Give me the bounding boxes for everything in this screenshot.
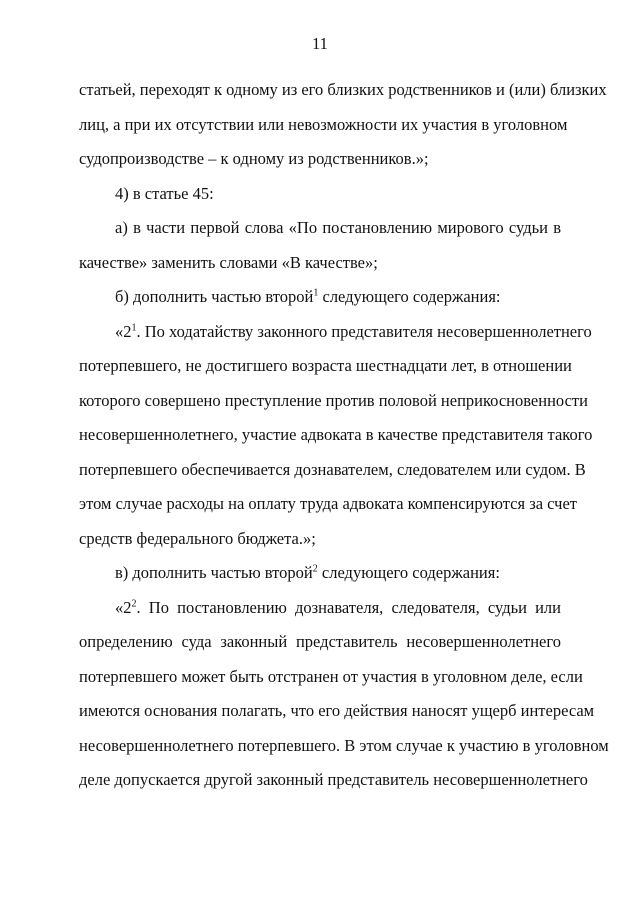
superscript: 1 <box>131 322 137 334</box>
superscript: 1 <box>313 287 319 299</box>
text-line: а) в части первой слова «По постановлению мирового судьи в <box>115 218 561 237</box>
text-line: деле допускается другой законный представитель несовершеннолетнего <box>79 770 588 789</box>
superscript: 2 <box>131 598 137 610</box>
superscript: 2 <box>312 563 318 575</box>
text-line: несовершеннолетнего, участие адвоката в качестве представителя такого <box>79 425 593 444</box>
text-line: потерпевшего обеспечивается дознавателем, следователем или судом. В <box>79 460 586 479</box>
text-line: имеются основания полагать, что его действия наносят ущерб интересам <box>79 701 595 720</box>
text-segment: . По постановлению дознавателя, следователя, судьи или <box>136 598 561 617</box>
text-line: судопроизводстве – к одному из родственников.»; <box>79 149 429 168</box>
text-segment: «2 <box>115 322 132 341</box>
text-line: качестве» заменить словами «В качестве»; <box>79 253 378 272</box>
text-line: определению суда законный представитель несовершеннолетнего <box>79 632 561 651</box>
text-line <box>115 563 561 583</box>
text-line: 4) в статье 45: <box>115 184 214 203</box>
text-line: которого совершено преступление против половой неприкосновенности <box>79 391 588 410</box>
text-segment: следующего содержания: <box>317 563 500 582</box>
text-line: потерпевшего может быть отстранен от участия в уголовном деле, если <box>79 667 583 686</box>
text-line <box>115 598 561 618</box>
text-segment: . По ходатайству законного представителя несовершеннолетнего <box>136 322 592 341</box>
text-segment: б) дополнить частью второй <box>115 287 314 306</box>
page-number: 11 <box>312 34 328 53</box>
text-line: лиц, а при их отсутствии или невозможности их участия в уголовном <box>79 115 568 134</box>
text-line: статьей, переходят к одному из его близких родственников и (или) близких <box>79 80 607 99</box>
text-segment: следующего содержания: <box>318 287 501 306</box>
text-segment: в) дополнить частью второй <box>115 563 313 582</box>
text-line: этом случае расходы на оплату труда адвоката компенсируются за счет <box>79 494 577 513</box>
text-line: несовершеннолетнего потерпевшего. В этом случае к участию в уголовном <box>79 736 609 755</box>
text-segment: «2 <box>115 598 132 617</box>
text-line <box>115 322 592 342</box>
text-line: потерпевшего, не достигшего возраста шестнадцати лет, в отношении <box>79 356 572 375</box>
text-line: средств федерального бюджета.»; <box>79 529 316 548</box>
text-line <box>115 287 561 307</box>
